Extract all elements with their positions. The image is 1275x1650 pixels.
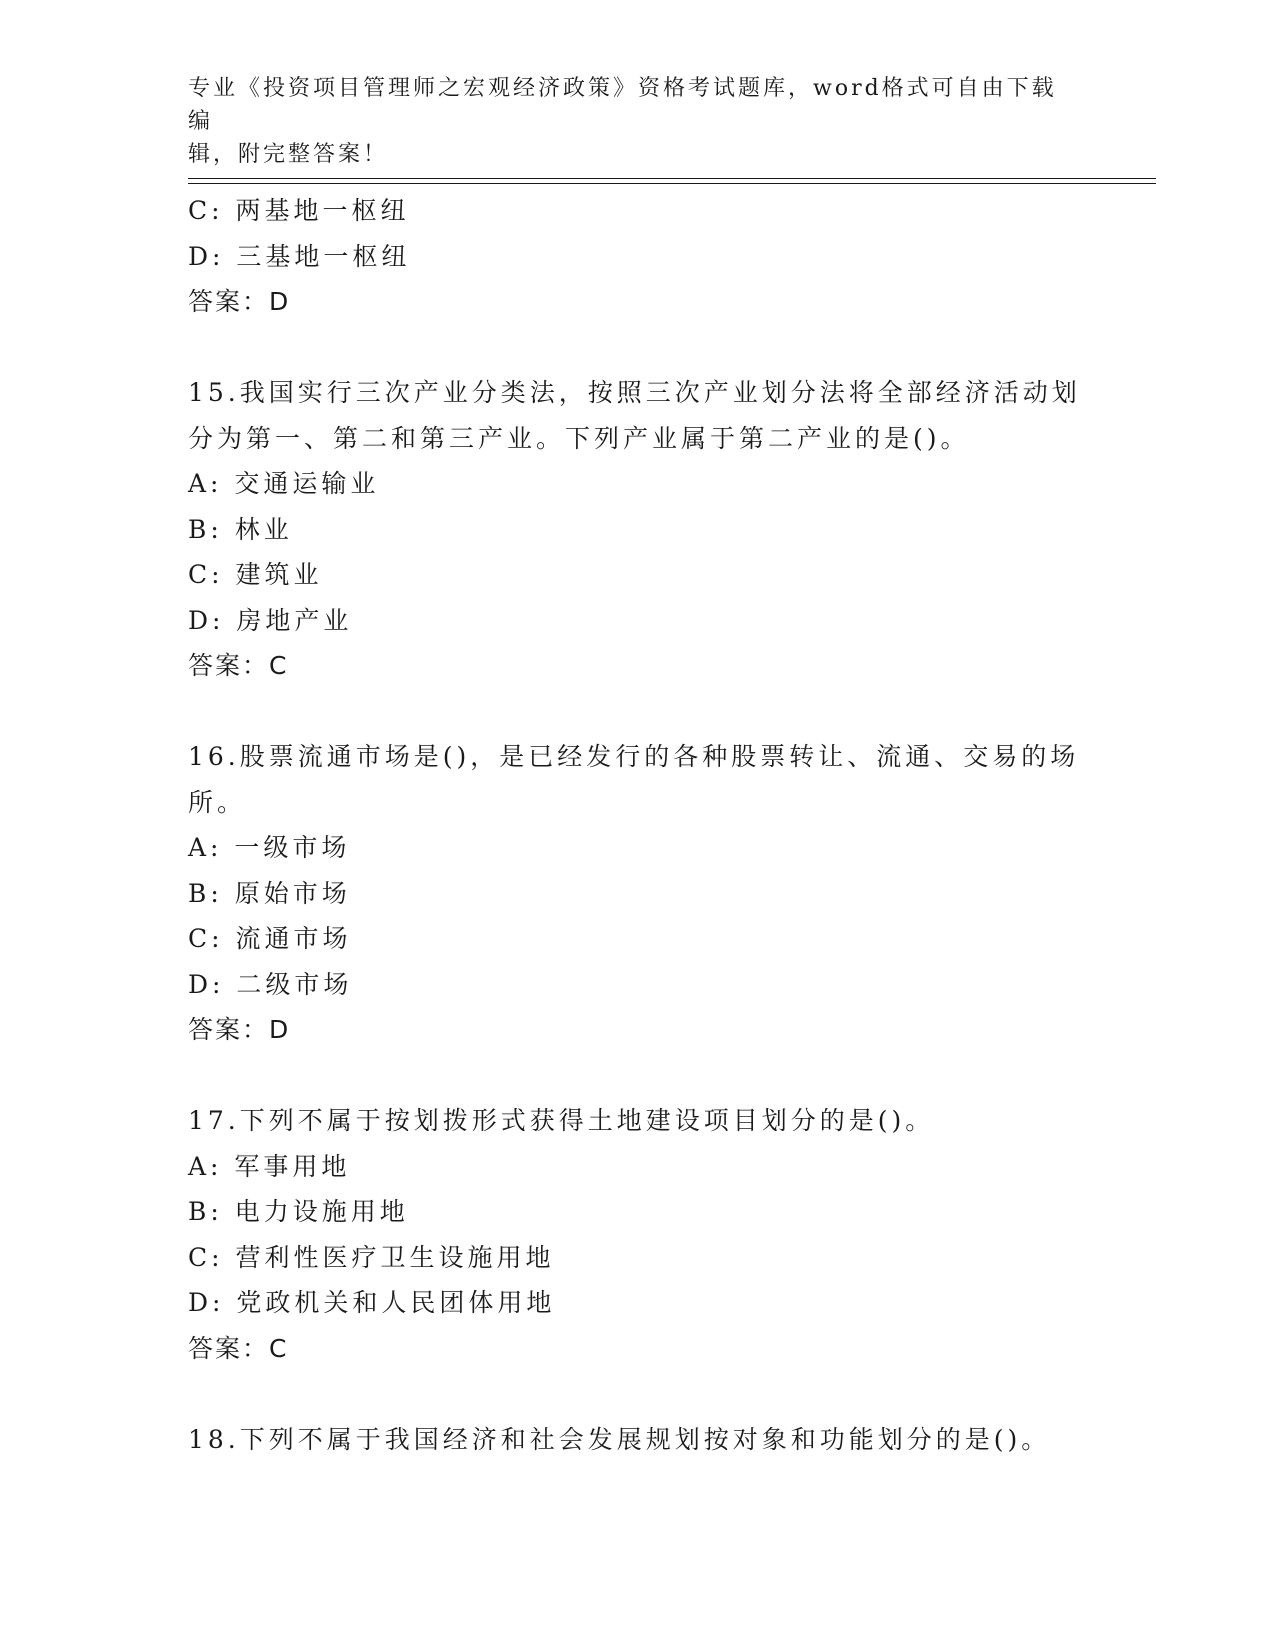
- option-c: C: 两基地一枢纽: [188, 196, 410, 225]
- option-c: C: 建筑业: [188, 560, 323, 589]
- option-d: D: 房地产业: [188, 605, 353, 635]
- option-d: D: 二级市场: [188, 969, 353, 999]
- option-b: B: 原始市场: [188, 878, 351, 908]
- question-18: [188, 1417, 1088, 1463]
- answer-line: 答案：D: [188, 287, 291, 316]
- answer-line: 答案：C: [188, 1333, 289, 1363]
- spacer: [188, 1053, 1088, 1099]
- header-divider-top: [188, 178, 1156, 179]
- spacer: [188, 689, 1088, 735]
- question-15: [188, 370, 1088, 689]
- header-line-2: 辑，附完整答案！: [188, 142, 389, 167]
- spacer: [188, 325, 1088, 371]
- question-stem-line-1: 16.股票流通市场是()，是已经发行的各种股票转让、流通、交易的场: [188, 742, 1080, 771]
- answer-line: 答案：D: [188, 1015, 291, 1044]
- option-a: A: 交通运输业: [188, 469, 380, 498]
- question-14-continued: [188, 188, 1088, 325]
- header-line-1: 专业《投资项目管理师之宏观经济政策》资格考试题库，word格式可自由下载编: [188, 76, 1057, 134]
- document-header: [188, 72, 1068, 171]
- header-divider-bottom: [188, 183, 1156, 184]
- option-d: D: 党政机关和人民团体用地: [188, 1288, 556, 1317]
- question-stem-line-2: 所。: [188, 787, 247, 817]
- option-a: A: 一级市场: [188, 833, 351, 862]
- question-list: [188, 188, 1088, 1462]
- option-d: D: 三基地一枢纽: [188, 241, 411, 271]
- question-stem-line-1: 17.下列不属于按划拨形式获得土地建设项目划分的是()。: [188, 1106, 935, 1135]
- option-c: C: 营利性医疗卫生设施用地: [188, 1242, 555, 1272]
- question-stem-line-1: 18.下列不属于我国经济和社会发展规划按对象和功能划分的是()。: [188, 1424, 1051, 1454]
- option-a: A: 军事用地: [188, 1151, 351, 1181]
- answer-line: 答案：C: [188, 651, 289, 680]
- question-17: [188, 1098, 1088, 1371]
- spacer: [188, 1371, 1088, 1417]
- option-c: C: 流通市场: [188, 924, 352, 953]
- option-b: B: 林业: [188, 514, 293, 544]
- question-16: [188, 734, 1088, 1053]
- question-stem-line-1: 15.我国实行三次产业分类法，按照三次产业划分法将全部经济活动划: [188, 378, 1081, 407]
- question-stem-line-2: 分为第一、第二和第三产业。下列产业属于第二产业的是()。: [188, 423, 970, 453]
- option-b: B: 电力设施用地: [188, 1197, 409, 1226]
